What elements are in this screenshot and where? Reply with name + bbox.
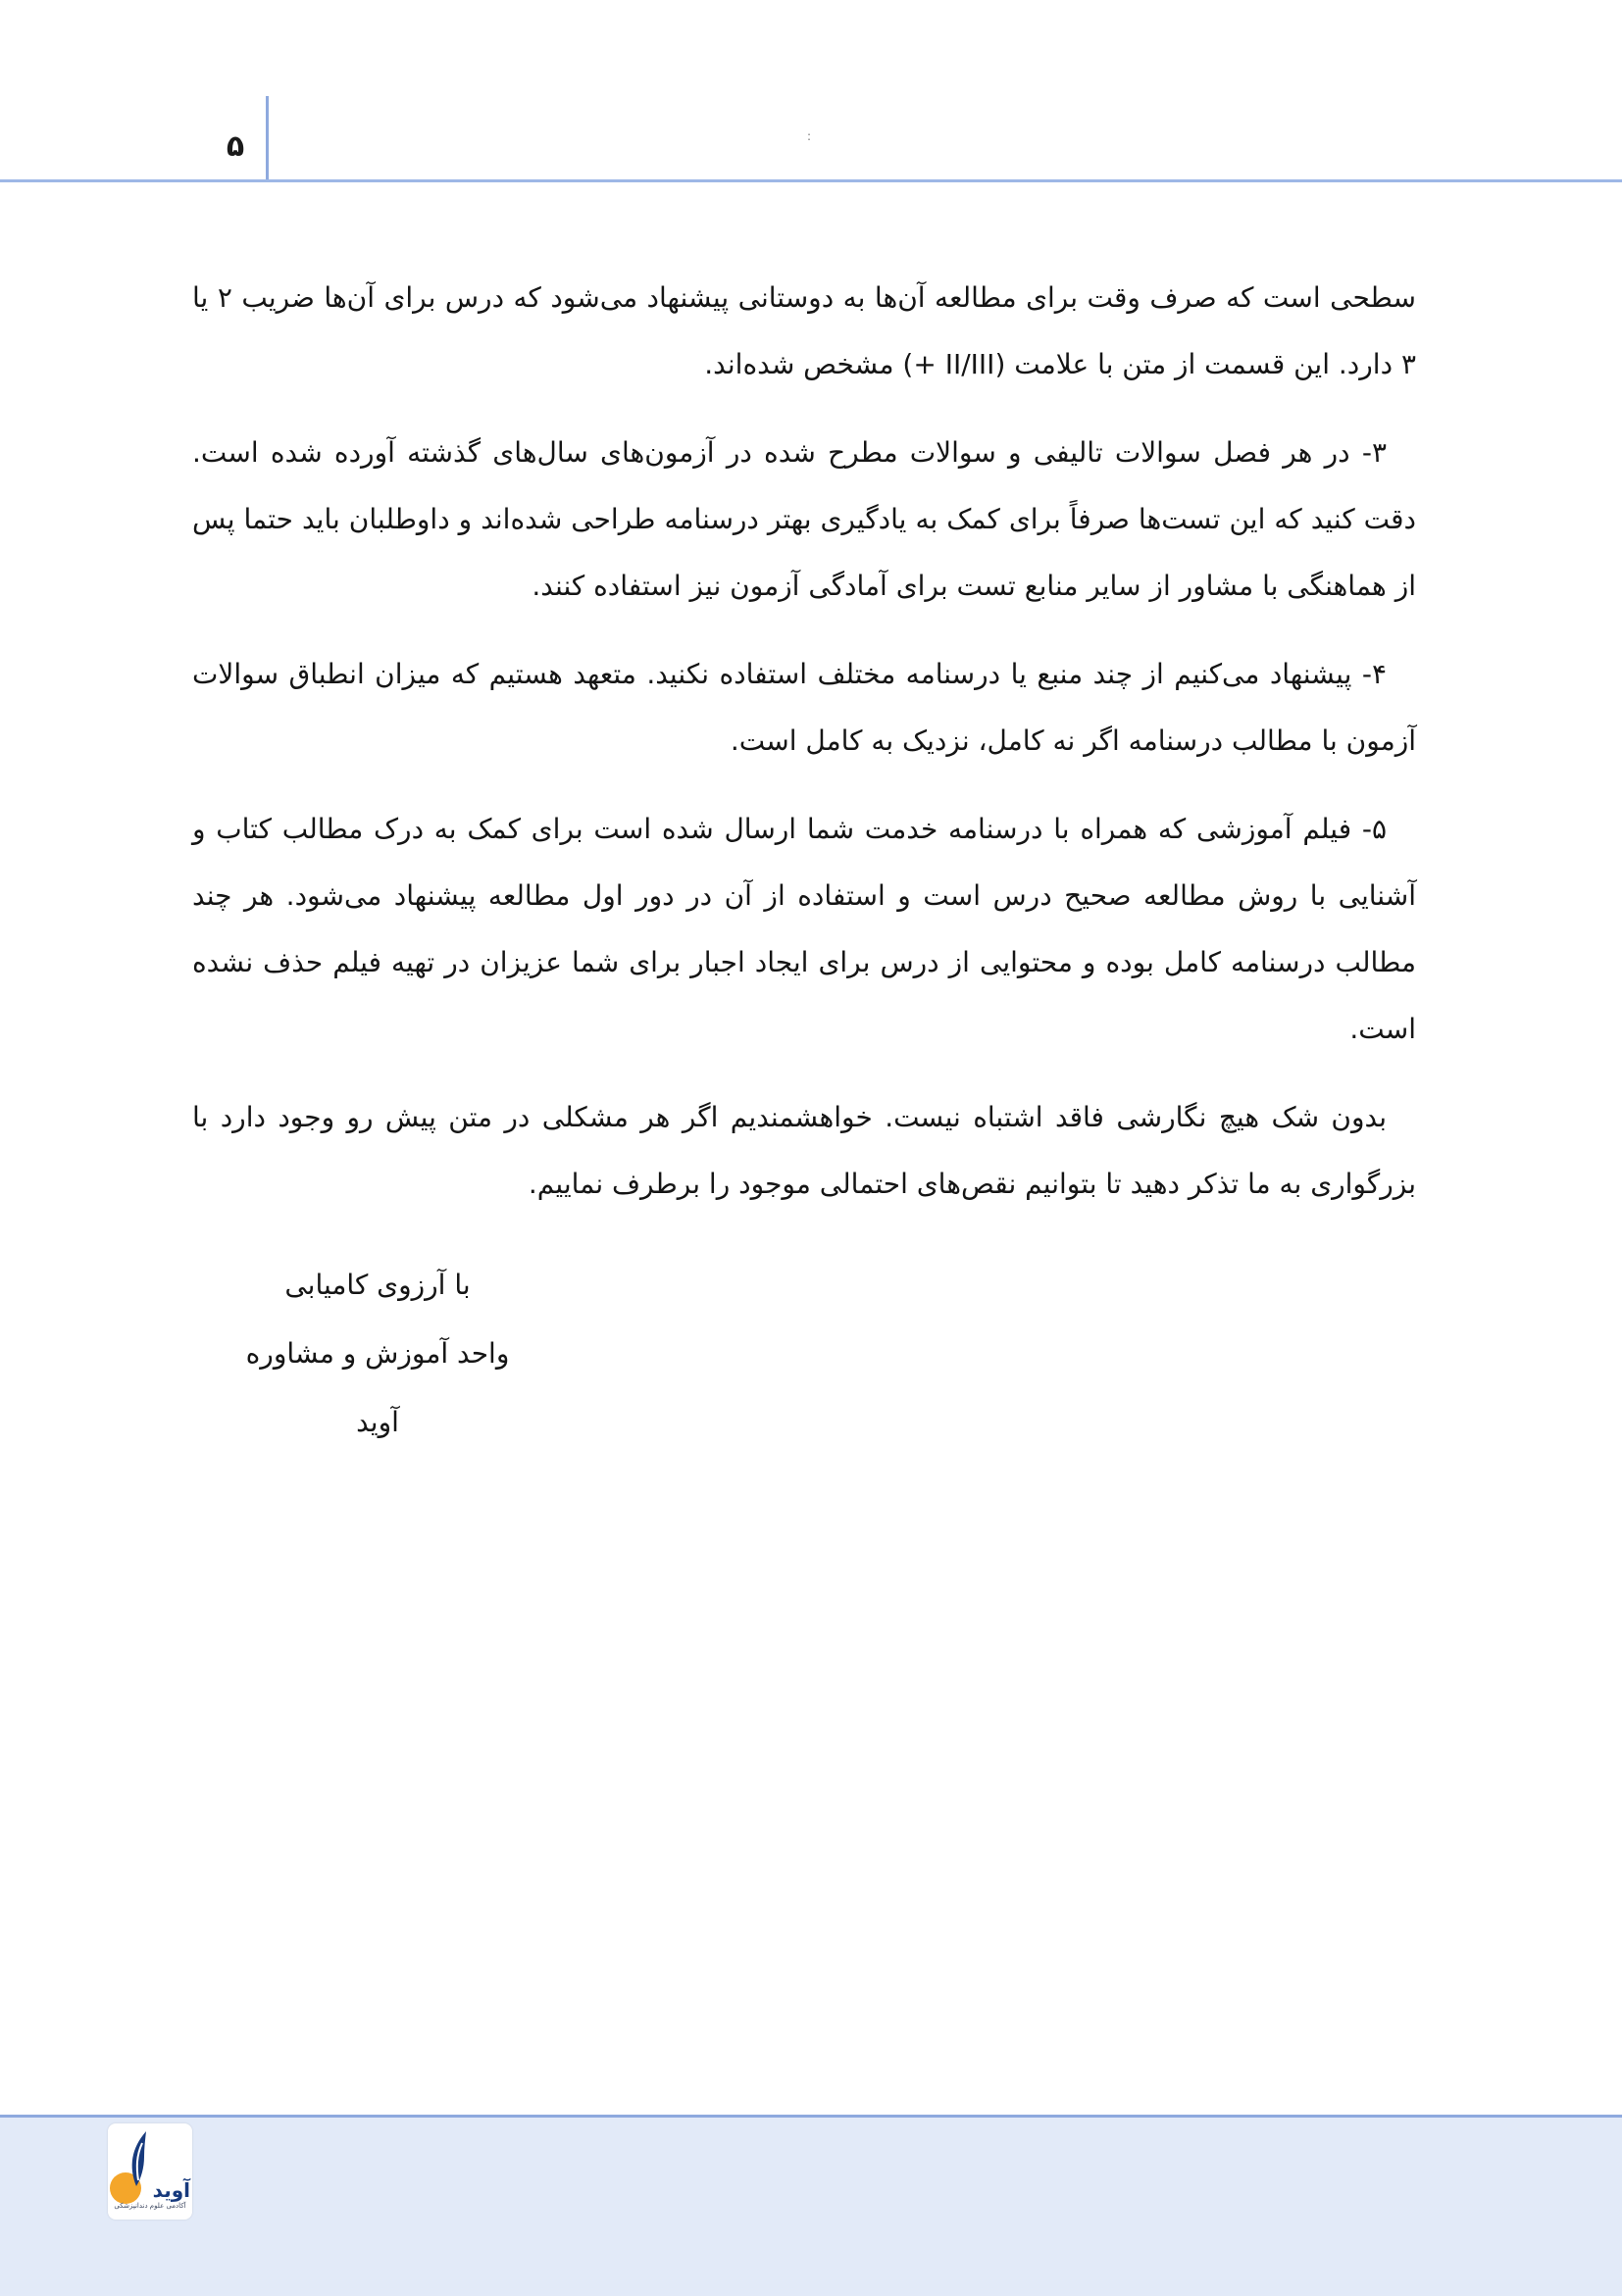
paragraph-level-note: سطحی است که صرف وقت برای مطالعه آن‌ها به دوستانی پیشنهاد می‌شود که درس برای آن‌ها ضریب ۲ یا ۳ دارد. این قسمت از متن با علامت (II/III +) مشخص شده‌اند. xyxy=(192,281,1416,380)
avid-logo xyxy=(108,2123,192,2220)
header-divider xyxy=(266,96,269,182)
logo-name: آوید xyxy=(152,2178,190,2202)
document-body xyxy=(192,265,1416,1239)
signature-organization: واحد آموزش و مشاوره آوید xyxy=(245,1337,510,1438)
paragraph-point-3: ۳- در هر فصل سوالات تالیفی و سوالات مطرح شده در آزمون‌های سال‌های گذشته آورده شده است. دقت کنید که این تست‌ها صرفاً برای کمک به یادگیری بهتر درسنامه طراحی شده‌اند و داوطلبان باید حتما پس از هماهنگی با مشاور از سایر منابع تست برای آمادگی آزمون نیز استفاده کنند. xyxy=(192,436,1416,602)
page-footer xyxy=(0,2115,1622,2296)
paragraph-point-5: ۵- فیلم آموزشی که همراه با درسنامه خدمت شما ارسال شده است برای کمک به درک مطالب کتاب و آشنایی با روش مطالعه صحیح درس است و استفاده از آن در دور اول مطالعه پیشنهاد می‌شود. هر چند مطالب درسنامه کامل بوده و محتوایی از درس برای ایجاد اجبار برای شما عزیزان در تهیه فیلم حذف نشده است. xyxy=(192,813,1416,1045)
signature-block xyxy=(226,1251,530,1457)
paragraph-closing-note: بدون شک هیچ نگارشی فاقد اشتباه نیست. خواهشمندیم اگر هر مشکلی در متن پیش رو وجود دارد با بزرگواری به ما تذکر دهید تا بتوانیم نقص‌های احتمالی موجود را برطرف نماییم. xyxy=(192,1101,1416,1200)
signature-wish: با آرزوی کامیابی xyxy=(284,1269,471,1301)
header-rule xyxy=(0,179,1622,182)
logo-subtitle: آکادمی علوم دندانپزشکی xyxy=(114,2202,186,2210)
page-number: ۵ xyxy=(226,129,245,164)
paragraph-point-4: ۴- پیشنهاد می‌کنیم از چند منبع یا درسنامه مختلف استفاده نکنید. متعهد هستیم که میزان انطباق سوالات آزمون با مطالب درسنامه اگر نه کامل، نزدیک به کامل است. xyxy=(192,658,1416,757)
header-dot: : xyxy=(807,129,812,143)
